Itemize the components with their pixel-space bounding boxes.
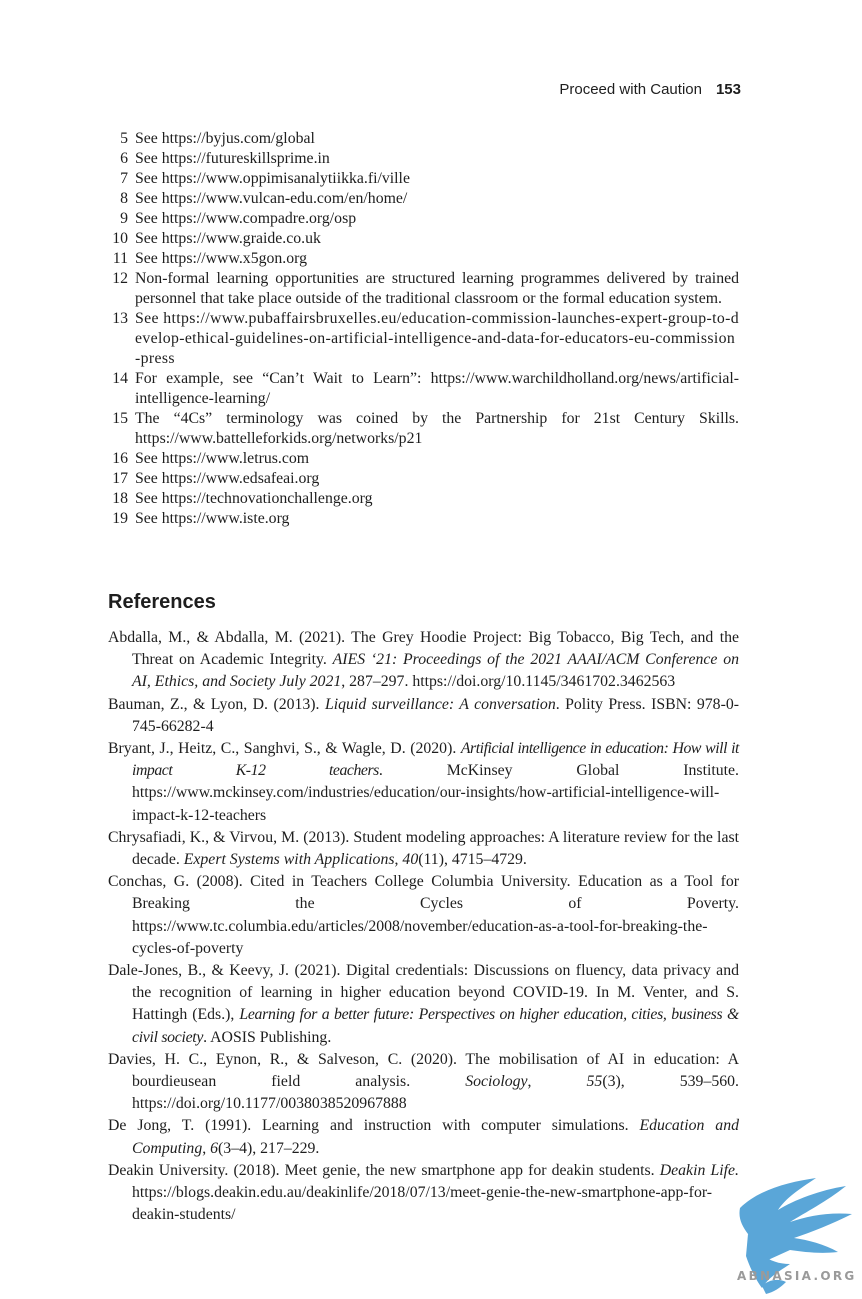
reference-title: Expert Systems with Applications [183,851,395,869]
endnote [108,469,739,489]
reference-text: . McKinsey Global Institute. https://www.mckinsey.com/industries/education/our-insights/how-artificial-intelligence-will-impact-k-12-teachers [132,762,739,824]
endnote-text: For example, see “Can’t Wait to Learn”: https://www.warchildholland.org/news/artificial-intelligence-learning/ [135,370,739,407]
reference-title: Deakin Life. [659,1161,739,1179]
endnote-text: See https://www.vulcan-edu.com/en/home/ [135,190,408,207]
endnote [108,249,739,269]
references-list [108,627,739,1226]
endnote-number: 6 [120,150,128,167]
reference-text: Davies, H. C., Eynon, R., & Salveson, C. (2020). The mobilisation of AI in education: A bourdieusean field analysis. [108,1050,739,1091]
reference-entry [108,694,739,738]
endnote-number: 17 [112,470,128,487]
reference-title: Sociology [465,1073,528,1091]
endnote-text: See https://futureskillsprime.in [135,150,330,167]
endnote-number: 19 [112,510,128,527]
reference-text: Abdalla, M., & Abdalla, M. (2021). The Grey Hoodie Project: Big Tobacco, Big Tech, and the Threat on Academic Integrity. [108,629,739,669]
reference-text: (11), 4715–4729. [418,851,527,869]
reference-volume: 40 [402,851,419,869]
endnote-number: 8 [120,190,128,207]
endnote [108,209,739,229]
endnote [108,509,739,529]
endnote-number: 15 [112,410,128,427]
reference-entry [108,627,739,694]
reference-text: Bauman, Z., & Lyon, D. (2013). [108,695,325,713]
reference-title: Education and Computing [132,1117,739,1157]
reference-text: . Polity Press. ISBN: 978-0-745-66282-4 [132,695,740,735]
reference-text: , [394,851,403,869]
endnote-number: 10 [112,230,128,247]
reference-text: Chrysafiadi, K., & Virvou, M. (2013). Student modeling approaches: A literature review for the last decade. [108,828,739,869]
endnote [108,169,739,189]
endnote-text: See https://www.graide.co.uk [135,230,321,247]
watermark-text: ABNASIA.ORG [737,1269,857,1283]
endnote-text: Non-formal learning opportunities are structured learning programmes delivered by trained personnel that take place outside of the traditional classroom or the formal education system. [135,270,739,307]
endnote [108,369,739,409]
reference-text: https://blogs.deakin.edu.au/deakinlife/2018/07/13/meet-genie-the-new-smartphone-app-for-deakin-students/ [132,1184,713,1224]
endnote [108,129,739,149]
endnote-number: 16 [112,450,128,467]
page-number: 153 [715,81,741,98]
reference-title: Artificial intelligence in education: How will it impact K-12 teachers [132,740,739,780]
reference-text: Deakin University. (2018). Meet genie, the new smartphone app for deakin students. [108,1161,660,1179]
reference-text: (3–4), 217–229. [218,1139,320,1157]
reference-text: , [202,1139,211,1157]
endnote-text: See https://www.compadre.org/osp [135,210,357,227]
reference-text: Conchas, G. (2008). Cited in Teachers College Columbia University. Education as a Tool for Breaking the Cycles of Poverty. https://www.tc.columbia.edu/articles/2008/november/education-as-a-tool-for-breaking-the-cycles-of-poverty [108,873,739,957]
endnote-number: 18 [112,490,128,507]
endnote-number: 13 [112,310,128,327]
endnote [108,409,739,449]
reference-text: (3), 539–560. https://doi.org/10.1177/0038038520967888 [132,1073,739,1113]
endnote-number: 5 [120,130,128,147]
reference-text: De Jong, T. (1991). Learning and instruction with computer simulations. [108,1117,640,1135]
reference-entry [108,1049,739,1116]
endnote [108,149,739,169]
endnotes-list [108,129,739,529]
reference-title: AIES ‘21: Proceedings of the 2021 AAAI/ACM Conference on AI, Ethics, and Society July 2021 [132,651,739,691]
running-head-title: Proceed with Caution [559,81,702,98]
endnote-text: See https://www.iste.org [135,510,290,527]
endnote [108,489,739,509]
reference-text: , 287–297. https://doi.org/10.1145/3461702.3462563 [341,673,676,691]
reference-entry [108,1115,739,1159]
endnote-text: See https://www.pubaffairsbruxelles.eu/education-commission-launches-expert-group-to-develop-ethical-guidelines-on-artificial-intelligence-and-data-for-educators-eu-commission-press [135,310,739,367]
reference-entry [108,1160,739,1227]
endnote-text: See https://www.oppimisanalytiikka.fi/ville [135,170,410,187]
reference-entry [108,871,739,960]
reference-title: Liquid surveillance: A conversation [324,695,556,713]
endnote-number: 14 [112,370,128,387]
reference-entry [108,960,739,1049]
references-heading: References [108,591,216,613]
endnote [108,189,739,209]
endnote-text: See https://www.letrus.com [135,450,310,467]
reference-title: Learning for a better future: Perspectives on higher education, cities, business & civil society [132,1006,740,1046]
endnote [108,269,739,309]
endnote-text: See https://www.x5gon.org [135,250,308,267]
reference-text: , [527,1073,587,1091]
reference-volume: 6 [210,1139,219,1157]
reference-volume: 55 [586,1073,603,1091]
endnote-number: 12 [112,270,128,287]
endnote-number: 11 [112,250,128,267]
endnote-text: See https://www.edsafeai.org [135,470,320,487]
endnote [108,229,739,249]
reference-text: Bryant, J., Heitz, C., Sanghvi, S., & Wagle, D. (2020). [108,740,461,758]
endnote-number: 7 [120,170,128,187]
endnote-number: 9 [120,210,128,227]
running-head [108,80,741,100]
endnote-text: See https://byjus.com/global [135,130,315,147]
endnote [108,449,739,469]
reference-text: . AOSIS Publishing. [203,1028,332,1046]
endnote-text: The “4Cs” terminology was coined by the Partnership for 21st Century Skills. https://www.battelleforkids.org/networks/p21 [135,410,739,447]
reference-text: Dale-Jones, B., & Keevy, J. (2021). Digital credentials: Discussions on fluency, data privacy and the recognition of learning in higher education beyond COVID-19. In M. Venter, and S. Hattingh (Eds.), [108,962,739,1024]
endnote-text: See https://technovationchallenge.org [135,490,373,507]
reference-entry [108,738,739,827]
reference-entry [108,827,739,871]
endnote [108,309,739,369]
